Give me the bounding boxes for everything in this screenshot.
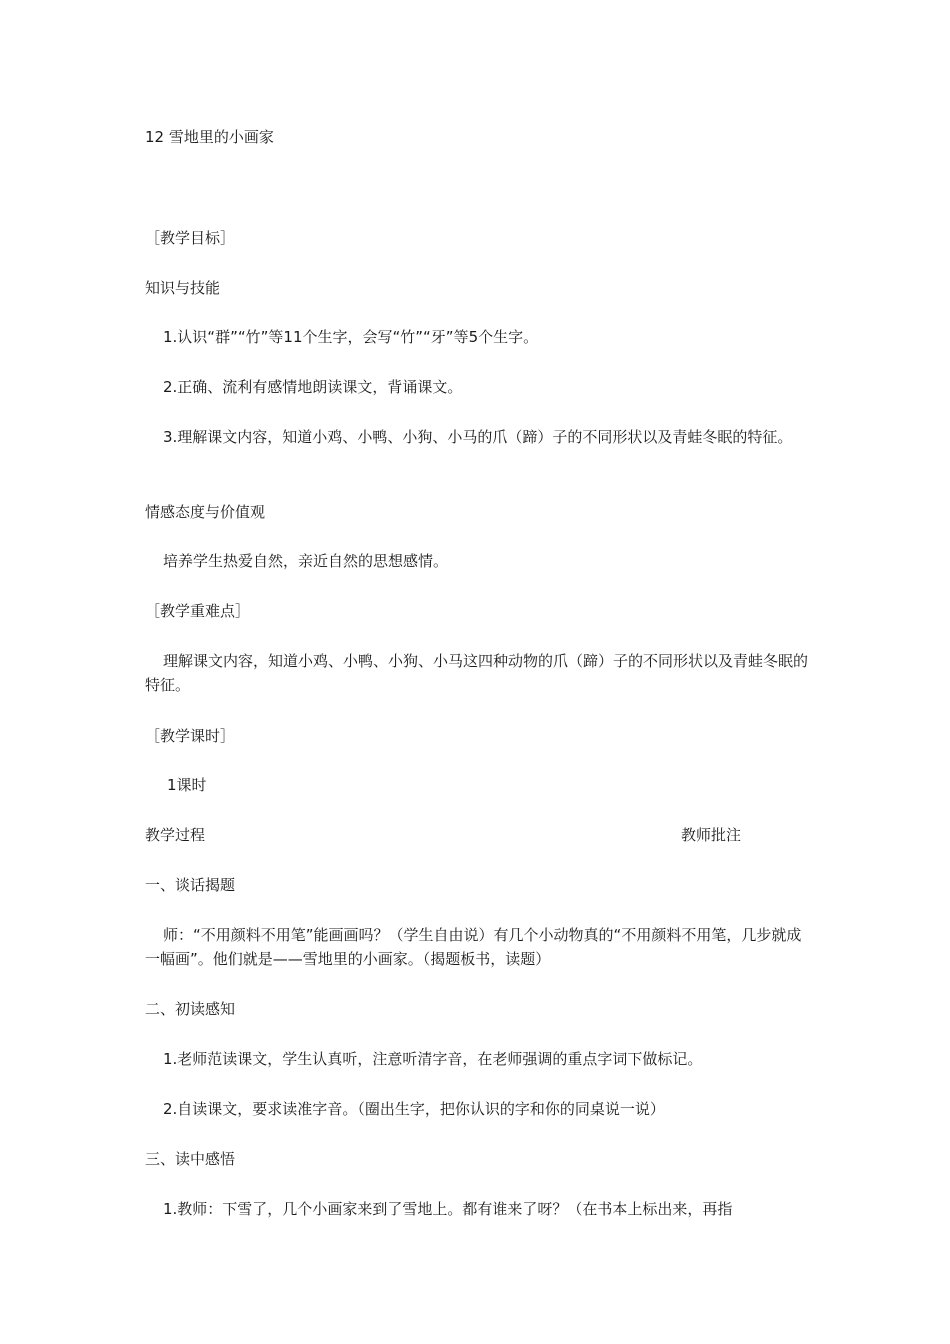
key-points-text: 理解课文内容，知道小鸡、小鸭、小狗、小马这四种动物的爪（蹄）子的不同形状以及青蛙冬眠的特征。 [145, 652, 809, 694]
lesson-title: 12 雪地里的小画家 [145, 128, 274, 146]
section3-item-1: 1.教师：下雪了，几个小画家来到了雪地上。都有谁来了呀？（在书本上标出来，再指 [163, 1200, 733, 1218]
hours-heading: ［教学课时］ [145, 727, 236, 745]
section2-item-1: 1.老师范读课文，学生认真听，注意听清字音，在老师强调的重点字词下做标记。 [163, 1050, 703, 1068]
knowledge-heading: 知识与技能 [145, 279, 221, 297]
section2-item-2: 2.自读课文，要求读准字音。（圈出生字，把你认识的字和你的同桌说一说） [163, 1100, 665, 1118]
emotion-heading: 情感态度与价值观 [145, 503, 266, 521]
section1-heading: 一、谈话揭题 [145, 876, 236, 894]
knowledge-item-1: 1.认识“群”“竹”等11个生字，会写“竹”“牙”等5个生字。 [163, 328, 539, 346]
teacher-notes-heading: 教师批注 [681, 826, 742, 844]
objectives-heading: ［教学目标］ [145, 229, 236, 247]
knowledge-item-2: 2.正确、流利有感情地朗读课文，背诵课文。 [163, 378, 463, 396]
section2-heading: 二、初读感知 [145, 1000, 236, 1018]
hours-text: 1课时 [167, 776, 207, 794]
process-heading: 教学过程 [145, 826, 206, 844]
key-points-heading: ［教学重难点］ [145, 602, 251, 620]
section1-text: 师：“不用颜料不用笔”能画画吗？（学生自由说）有几个小动物真的“不用颜料不用笔，几步就成一幅画”。他们就是——雪地里的小画家。（揭题板书，读题） [145, 926, 802, 968]
emotion-text: 培养学生热爱自然，亲近自然的思想感情。 [163, 552, 449, 570]
knowledge-item-3: 3.理解课文内容，知道小鸡、小鸭、小狗、小马的爪（蹄）子的不同形状以及青蛙冬眠的特征。 [163, 428, 793, 446]
section3-heading: 三、读中感悟 [145, 1150, 236, 1168]
